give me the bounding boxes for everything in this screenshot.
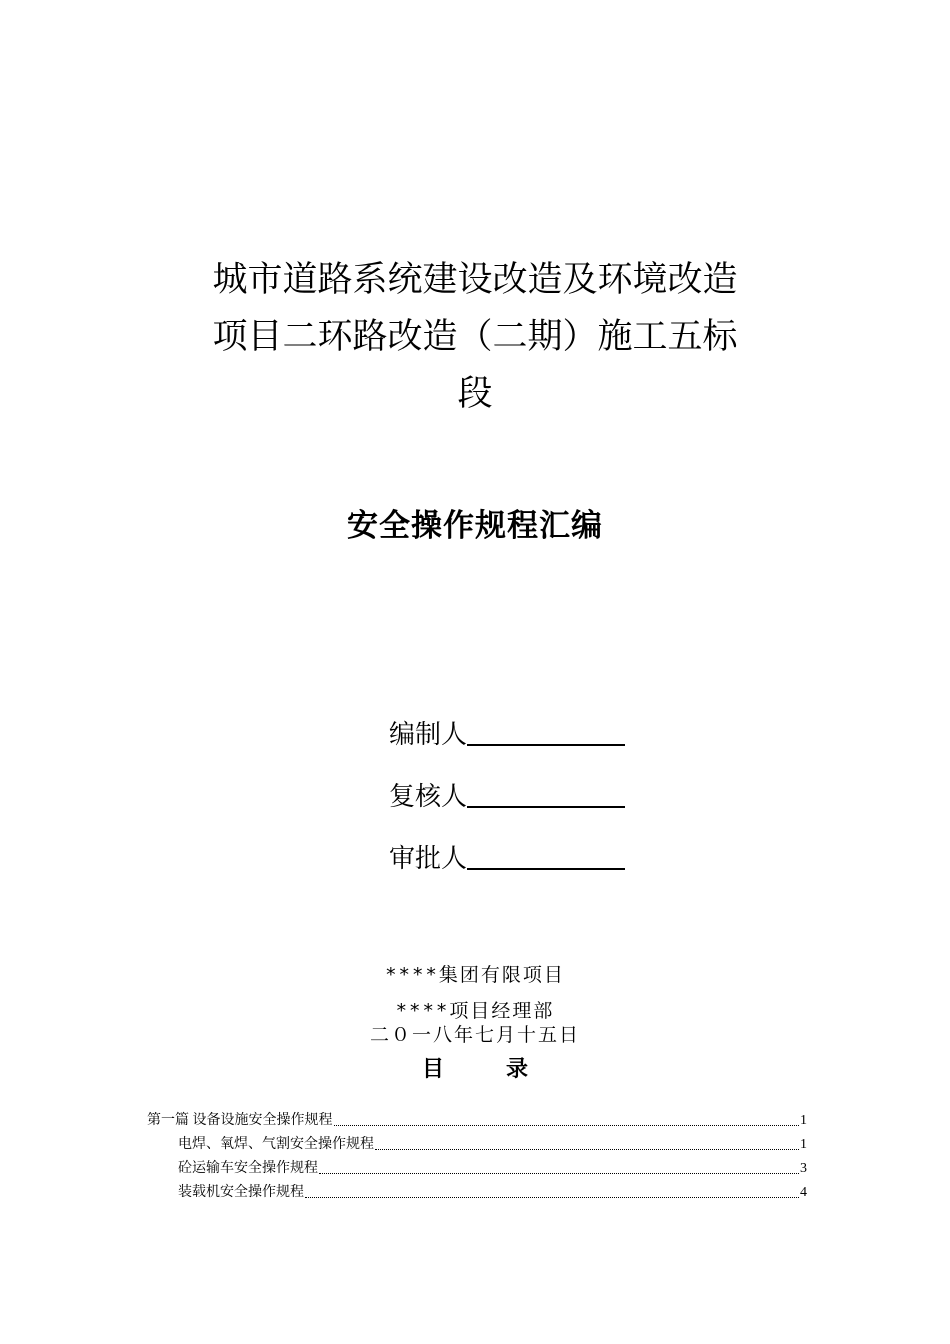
- document-date: 二０一八年七月十五日: [369, 1024, 580, 1046]
- project-title-line-1: 城市道路系统建设改造及环境改造: [212, 260, 738, 300]
- toc-leader-dots: [319, 1173, 799, 1174]
- toc-entry-text: 第一篇 设备设施安全操作规程: [147, 1113, 333, 1128]
- toc-entry[interactable]: [147, 1106, 807, 1130]
- department-name: ****项目经理部: [395, 1000, 555, 1022]
- table-of-contents: [147, 1106, 807, 1202]
- document-subtitle: 安全操作规程汇编: [347, 508, 603, 544]
- project-title: [130, 252, 820, 423]
- toc-entry-text: 砼运输车安全操作规程: [178, 1161, 318, 1176]
- signature-label-reviewer: 复核人: [389, 782, 468, 812]
- toc-entry[interactable]: [147, 1178, 807, 1202]
- toc-entry-page: 1: [800, 1113, 807, 1128]
- signature-label-approver: 审批人: [389, 844, 468, 874]
- signature-row-compiler: [389, 690, 625, 752]
- toc-heading: [0, 1052, 950, 1083]
- signature-line-approver: [467, 868, 625, 870]
- signature-block: [389, 690, 625, 876]
- toc-leader-dots: [305, 1197, 799, 1198]
- toc-entry-page: 1: [800, 1137, 807, 1152]
- project-title-line-2: 项目二环路改造（二期）施工五标: [212, 317, 738, 357]
- toc-leader-dots: [334, 1125, 800, 1126]
- toc-entry-text: 电焊、氧焊、气割安全操作规程: [178, 1137, 374, 1152]
- toc-entry-text: 装载机安全操作规程: [178, 1185, 304, 1200]
- project-title-line-3: 段: [457, 374, 493, 414]
- signature-row-approver: [389, 814, 625, 876]
- toc-entry-page: 4: [800, 1185, 807, 1200]
- toc-entry[interactable]: [147, 1130, 807, 1154]
- toc-entry[interactable]: [147, 1154, 807, 1178]
- signature-line-compiler: [467, 744, 625, 746]
- signature-row-reviewer: [389, 752, 625, 814]
- toc-leader-dots: [375, 1149, 799, 1150]
- toc-heading-right: 录: [506, 1057, 529, 1082]
- signature-label-compiler: 编制人: [389, 720, 468, 750]
- toc-heading-left: 目: [421, 1057, 444, 1082]
- toc-entry-page: 3: [800, 1161, 807, 1176]
- signature-line-reviewer: [467, 806, 625, 808]
- organization-name: ****集团有限项目: [385, 964, 565, 986]
